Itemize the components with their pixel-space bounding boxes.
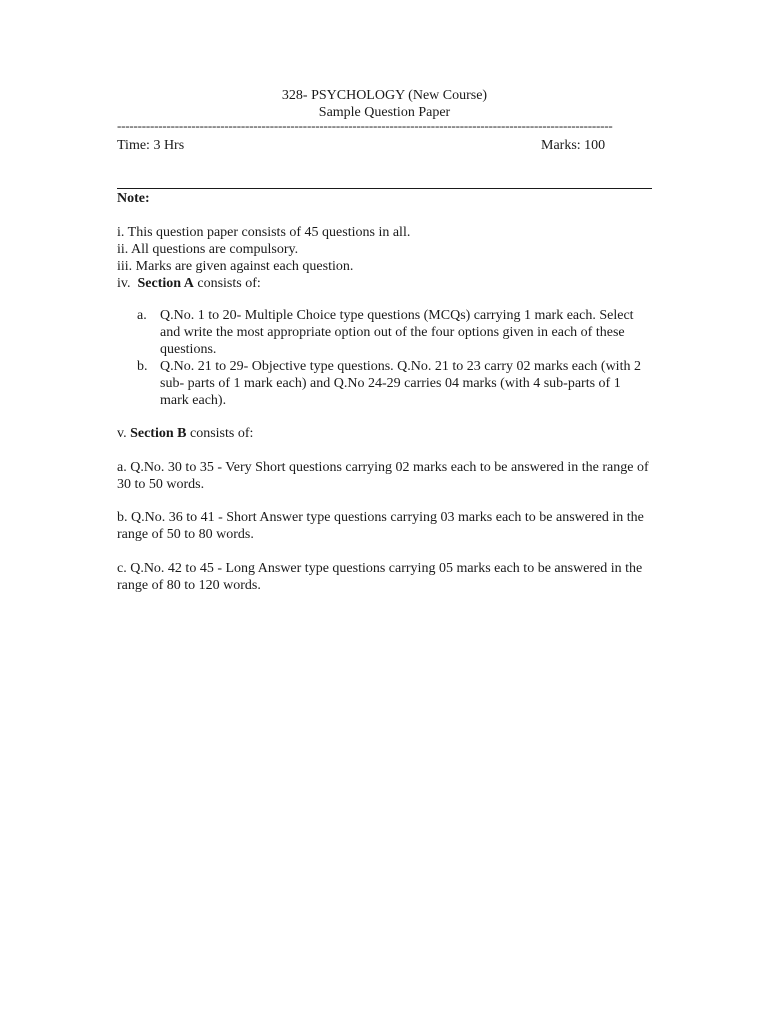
paper-subtitle: Sample Question Paper — [318, 105, 451, 120]
instruction-i: i. This question paper consists of 45 questions in all. — [117, 225, 411, 240]
instruction-v-rest: consists of: — [186, 426, 254, 441]
paper-header — [117, 87, 652, 121]
instruction-iv-prefix: iv. — [117, 276, 138, 291]
item-marker: a. — [137, 308, 147, 323]
section-b-item-b: b. Q.No. 36 to 41 - Short Answer type questions carrying 03 marks each to be answered in the range of 50 to 80 words. — [117, 510, 644, 542]
time-allowed: Time: 3 Hrs — [117, 138, 185, 153]
item-text: Q.No. 1 to 20- Multiple Choice type questions (MCQs) carrying 1 mark each. Select and write the most appropriate option out of the four options given in each of these questions. — [160, 308, 634, 357]
instruction-ii: ii. All questions are compulsory. — [117, 242, 299, 257]
instruction-v-prefix: v. — [117, 426, 131, 441]
section-b-label: Section B — [130, 426, 187, 441]
horizontal-rule — [117, 188, 652, 189]
instructions-list — [117, 224, 652, 292]
instruction-iv-rest: consists of: — [193, 276, 261, 291]
section-a-label: Section A — [137, 276, 194, 291]
section-b-item-a: a. Q.No. 30 to 35 - Very Short questions carrying 02 marks each to be answered in the range of 30 to 50 words. — [117, 460, 649, 492]
dashed-separator: ------------------------------------------------------------------------------------------------------------------------ — [117, 119, 613, 133]
paper-title: 328- PSYCHOLOGY (New Course) — [281, 88, 488, 103]
maximum-marks: Marks: 100 — [541, 138, 606, 153]
document-page — [117, 0, 652, 1024]
instruction-iii: iii. Marks are given against each question. — [117, 259, 354, 274]
instruction-iv — [117, 275, 652, 292]
section-b-item-c: c. Q.No. 42 to 45 - Long Answer type questions carrying 05 marks each to be answered in the range of 80 to 120 words. — [117, 561, 643, 593]
instruction-v — [117, 425, 652, 442]
note-heading: Note: — [117, 191, 150, 206]
item-text: Q.No. 21 to 29- Objective type questions. Q.No. 21 to 23 carry 02 marks each (with 2 sub- parts of 1 mark each) and Q.No 24-29 carries 04 marks (with 4 sub-parts of 1 mark each). — [160, 359, 641, 408]
item-marker: b. — [137, 359, 148, 374]
